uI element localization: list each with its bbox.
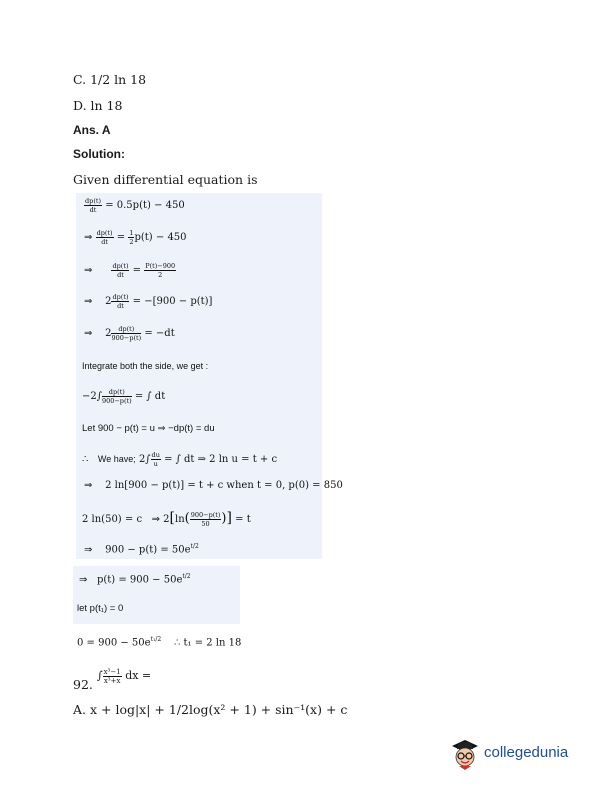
step-8-text: 2 ln[900 − p(t)] = t + c when t = 0, p(0) = 850 — [105, 480, 343, 491]
solution-label: Solution: — [73, 147, 125, 161]
step-11: ⇒ $p(t) = 900 - 50e^{t/2}$ — [79, 573, 191, 586]
integrate-text: Integrate both the side, we get : — [82, 361, 209, 371]
step-4-rhs: = −[900 − p(t)] — [132, 296, 213, 307]
step-9: 2 ln(50) = c ⇒ 2[ln( $\frac{900-p(t)}{50}$ )] = t — [82, 510, 251, 528]
step-9-right: = t — [235, 514, 251, 525]
solution-math-block — [76, 193, 322, 559]
step-2: ⇒ $\frac{dp(t)}{dt}$ = $\frac{1}{2}$ p(t) − 450 — [84, 229, 187, 246]
step-7-rhs: = ∫ dt ⇒ 2 ln u = t + c — [164, 454, 278, 465]
step-10: ⇒ $900 - p(t) = 50e^{t/2}$ — [84, 543, 199, 556]
step-6: −2∫ $\frac{dp(t)}{900-p(t)}$ = ∫ dt — [82, 388, 166, 405]
step-5: ⇒ 2 $\frac{dp(t)}{900-p(t)}$ = −dt — [84, 325, 175, 342]
let-t1: let p(t₁) = 0 — [77, 603, 124, 614]
graduate-mascot-icon — [448, 736, 482, 772]
step-3: ⇒ $\frac{dp(t)}{dt}$ = $\frac{P(t)-900}{2}$ — [84, 262, 176, 279]
step-13-right: ∴ t₁ = 2 ln 18 — [173, 637, 242, 649]
question-number: 92. — [73, 677, 93, 692]
intro-text: Given differential equation is — [73, 172, 258, 187]
let-substitution: Let 900 − p(t) = u ⇒ −dp(t) = du — [82, 423, 215, 434]
step-4: ⇒ 2 $\frac{dp(t)}{dt}$ = −[900 − p(t)] — [84, 293, 213, 310]
step-5-rhs: = −dt — [144, 328, 175, 339]
we-have-text: We have; — [97, 454, 136, 464]
step-13-left: 0 = 900 − 50e — [77, 637, 151, 649]
option-a: A. x + log|x| + 1/2log(x² + 1) + sin⁻¹(x) + c — [73, 702, 348, 717]
step-8: ⇒ 2 ln[900 − p(t)] = t + c when t = 0, p(0) = 850 — [84, 480, 343, 491]
step-6-rhs: = ∫ dt — [134, 391, 166, 402]
step-1-rhs: = 0.5p(t) − 450 — [105, 200, 185, 211]
step-13: $0 = 900 - 50e^{t_1/2}$ ∴ t₁ = 2 ln 18 — [77, 636, 242, 649]
question-92 — [73, 667, 152, 695]
step-11-text: p(t) = 900 − 50e — [96, 574, 183, 586]
step-10-text: 900 − p(t) = 50e — [105, 544, 191, 556]
question-expression: ∫ $\frac{\text{x³−1}}{\text{x³+x}}$ dx = — [96, 667, 152, 685]
collegedunia-logo — [448, 736, 598, 772]
step-1: $\frac{dp(t)}{dt}$ = 0.5p(t) − 450 — [85, 197, 185, 214]
option-c: C. 1/2 ln 18 — [73, 72, 147, 87]
step-2-rhs: p(t) − 450 — [134, 232, 187, 243]
logo-text: collegedunia — [484, 744, 569, 761]
answer-label: Ans. A — [73, 123, 111, 137]
step-9-left: 2 ln(50) = c — [82, 514, 143, 525]
option-d: D. ln 18 — [73, 98, 123, 113]
question-expression-rhs: dx = — [125, 669, 152, 682]
step-7: ∴ We have; 2∫ $\frac{du}{u}$ = ∫ dt ⇒ 2 ln u = t + c — [82, 451, 278, 468]
